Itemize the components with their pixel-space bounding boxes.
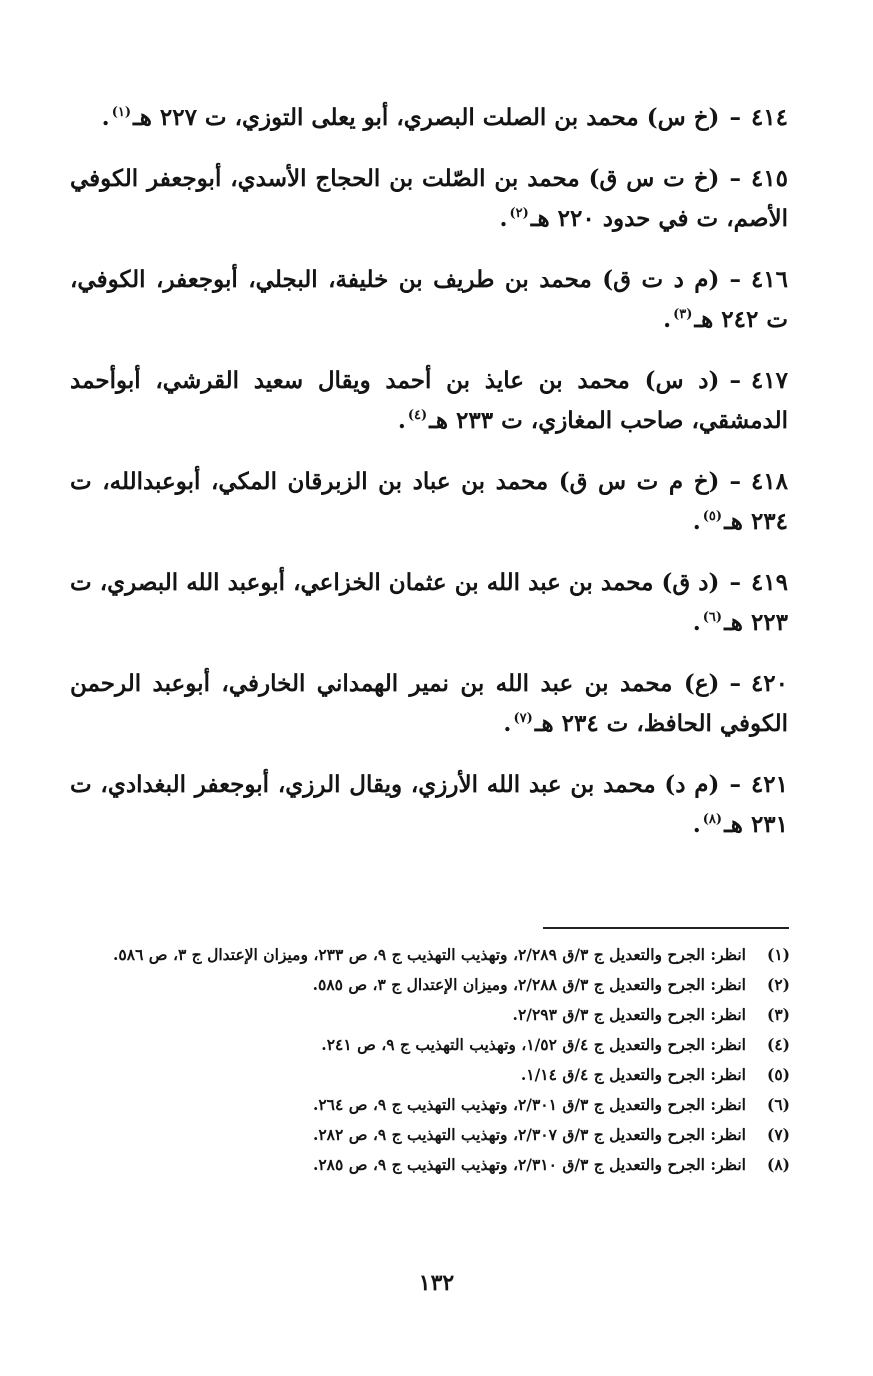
entry-text: (د س) محمد بن عايذ بن أحمد ويقال سعيد القرشي، أبوأحمد الدمشقي، صاحب المغازي، ت ٢٣٣ هـ [70,367,788,434]
footnote-number: (١) [766,945,790,964]
footnote [78,1120,790,1150]
entry-text: (م د ت ق) محمد بن طريف بن خليفة، البجلي، أبوجعفر، الكوفي، ت ٢٤٢ هـ [70,266,788,333]
footnote-ref: (٢) [509,206,529,222]
footnote-number: (٦) [766,1095,790,1114]
footnote-number: (٣) [766,1005,790,1024]
entry-number: ٤١٧ [750,367,788,394]
footnote-text: انظر: الجرح والتعديل ج ٣/ق ٢/٢٨٩، وتهذيب التهذيب ج ٩، ص ٢٣٣، وميزان الإعتدال ج ٣، ص ٥٨٦. [113,945,746,964]
biography-entries [70,98,788,866]
footnote-number: (٢) [766,975,790,994]
footnote-ref: (٥) [702,509,723,525]
entry-number: ٤١٩ [750,569,788,596]
footnote [78,970,790,1000]
entry-number: ٤٢١ [750,771,788,798]
entry-text: (م د) محمد بن عبد الله الأرزي، ويقال الرزي، أبوجعفر البغدادي، ت ٢٣١ هـ [70,771,788,838]
entry-dash: – [729,670,741,697]
entry: ٤٢١–(م د) محمد بن عبد الله الأرزي، ويقال الرزي، أبوجعفر البغدادي، ت ٢٣١ هـ$^{(٨)}$. [70,765,788,845]
entry-text: (ع) محمد بن عبد الله بن نمير الهمداني الخارفي، أبوعبد الرحمن الكوفي الحافظ، ت ٢٣٤ هـ [70,670,788,737]
entry-dash: – [729,771,741,798]
footnote-text: انظر: الجرح والتعديل ج ٣/ق ٢/٢٨٨، وميزان الإعتدال ج ٣، ص ٥٨٥. [312,975,746,994]
entry-text: (د ق) محمد بن عبد الله بن عثمان الخزاعي، أبوعبد الله البصري، ت ٢٢٣ هـ [70,569,788,636]
entry-text: (خ م ت س ق) محمد بن عباد بن الزبرقان المكي، أبوعبدالله، ت ٢٣٤ هـ [70,468,788,535]
entry: ٤١٧–(د س) محمد بن عايذ بن أحمد ويقال سعيد القرشي، أبوأحمد الدمشقي، صاحب المغازي، ت ٢٣٣ هـ$^{(٤)}$. [70,361,788,441]
footnote-ref: (٧) [513,711,533,727]
entry: ٤١٥–(خ ت س ق) محمد بن الصّلت بن الحجاج الأسدي، أبوجعفر الكوفي الأصم، ت في حدود ٢٢٠ هـ$^{(٢)}$. [70,159,788,239]
entry: ٤١٨–(خ م ت س ق) محمد بن عباد بن الزبرقان المكي، أبوعبدالله، ت ٢٣٤ هـ$^{(٥)}$. [70,462,788,542]
entry-dash: – [729,468,741,495]
footnote-text: انظر: الجرح والتعديل ج ٤/ق ١/٥٢، وتهذيب التهذيب ج ٩، ص ٢٤١. [321,1035,746,1054]
entry: ٤١٩–(د ق) محمد بن عبد الله بن عثمان الخزاعي، أبوعبد الله البصري، ت ٢٢٣ هـ$^{(٦)}$. [70,563,788,643]
entry-dash: – [729,165,741,192]
entry-number: ٤١٥ [750,165,788,192]
footnote-text: انظر: الجرح والتعديل ج ٣/ق ٢/٣٠٧، وتهذيب التهذيب ج ٩، ص ٢٨٢. [312,1125,746,1144]
footnote [78,940,790,970]
footnote-text: انظر: الجرح والتعديل ج ٣/ق ٢/٢٩٣. [512,1005,746,1024]
page-number: ١٣٢ [418,1270,455,1296]
footnote [78,1150,790,1180]
footnote-number: (٥) [766,1065,790,1084]
footnote [78,1000,790,1030]
footnote-text: انظر: الجرح والتعديل ج ٣/ق ٢/٣٠١، وتهذيب التهذيب ج ٩، ص ٢٦٤. [312,1095,746,1114]
footnote-ref: (١) [111,105,131,121]
footnote-number: (٧) [766,1125,790,1144]
entry-text: (خ ت س ق) محمد بن الصّلت بن الحجاج الأسدي، أبوجعفر الكوفي الأصم، ت في حدود ٢٢٠ هـ [70,165,788,232]
entry-dash: – [729,569,741,596]
footnote-number: (٨) [766,1155,790,1174]
footnotes [78,940,790,1180]
footnote-ref: (٣) [673,307,693,323]
entry-text: (خ س) محمد بن الصلت البصري، أبو يعلى التوزي، ت ٢٢٧ هـ [132,104,720,131]
footnote-text: انظر: الجرح والتعديل ج ٣/ق ٢/٣١٠، وتهذيب التهذيب ج ٩، ص ٢٨٥. [312,1155,746,1174]
footnote [78,1090,790,1120]
entry-number: ٤١٨ [750,468,788,495]
footnote-ref: (٨) [702,812,723,828]
entry: ٤٢٠–(ع) محمد بن عبد الله بن نمير الهمداني الخارفي، أبوعبد الرحمن الكوفي الحافظ، ت ٢٣٤ هـ$^{(٧)}$. [70,664,788,744]
entry-number: ٤٢٠ [750,670,788,697]
footnote [78,1060,790,1090]
entry-dash: – [729,266,741,293]
footnote-divider [543,927,789,929]
footnote-ref: (٤) [407,408,428,424]
footnote [78,1030,790,1060]
footnote-ref: (٦) [702,610,723,626]
entry-number: ٤١٦ [750,266,788,293]
footnote-number: (٤) [766,1035,790,1054]
entry-dash: – [729,367,741,394]
entry-dash: – [729,104,741,131]
footnote-text: انظر: الجرح والتعديل ج ٤/ق ١/١٤. [520,1065,746,1084]
entry-number: ٤١٤ [750,104,788,131]
entry: ٤١٦–(م د ت ق) محمد بن طريف بن خليفة، البجلي، أبوجعفر، الكوفي، ت ٢٤٢ هـ$^{(٣)}$. [70,260,788,340]
entry: ٤١٤–(خ س) محمد بن الصلت البصري، أبو يعلى التوزي، ت ٢٢٧ هـ$^{(١)}$. [70,98,788,138]
